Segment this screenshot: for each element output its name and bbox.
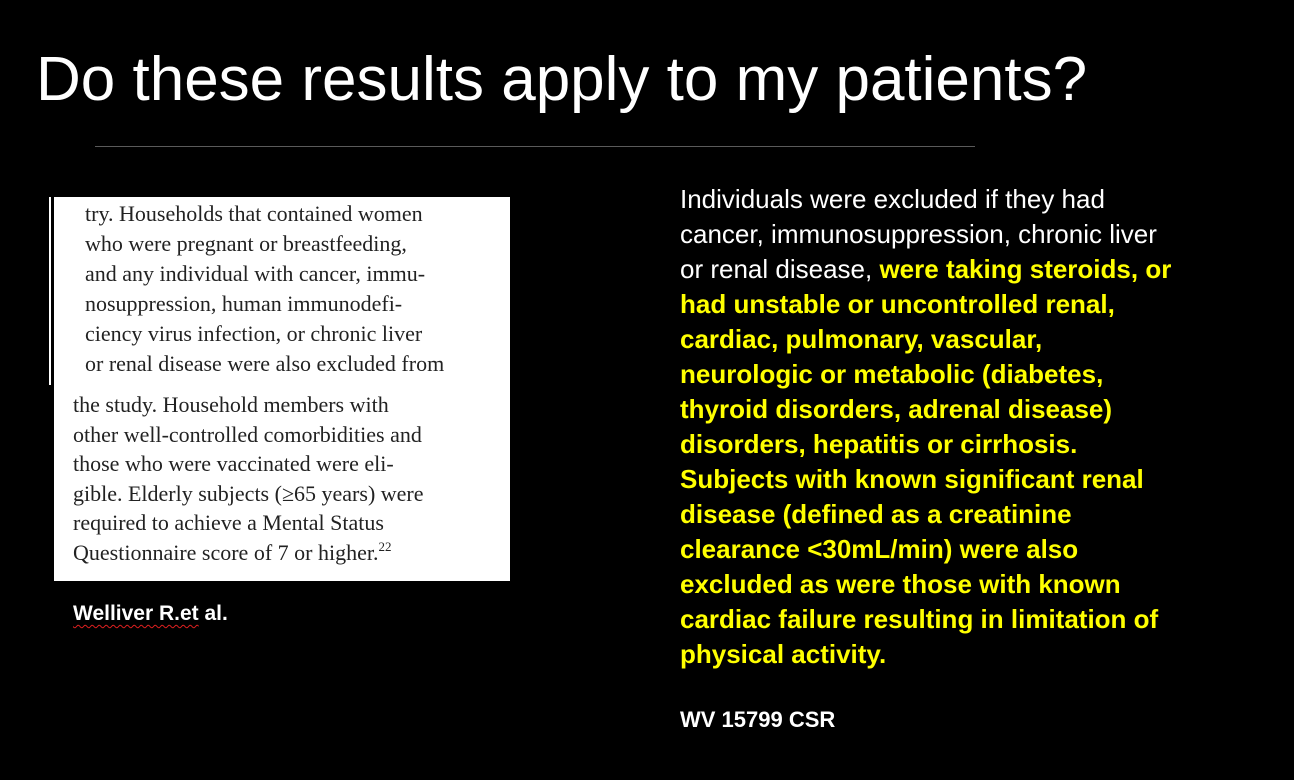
criteria-line: Individuals were excluded if they had bbox=[680, 184, 1105, 214]
excerpt-line: those who were vaccinated were eli- bbox=[73, 451, 394, 476]
highlighted-criteria-line: cardiac, pulmonary, vascular, bbox=[680, 324, 1043, 354]
criteria-line: cancer, immunosuppression, chronic liver bbox=[680, 219, 1157, 249]
highlighted-criteria-line: disease (defined as a creatinine bbox=[680, 499, 1072, 529]
citation bbox=[73, 602, 228, 626]
excerpt-line: nosuppression, human immunodefi- bbox=[85, 291, 403, 316]
excerpt-edge-line bbox=[49, 197, 51, 385]
highlighted-criteria-line: thyroid disorders, adrenal disease) bbox=[680, 394, 1113, 424]
excerpt-line: or renal disease were also excluded from bbox=[85, 351, 445, 376]
criteria-plain-text: or renal disease, bbox=[680, 254, 880, 284]
citation-author: Welliver R.et bbox=[73, 602, 199, 625]
source-reference: WV 15799 CSR bbox=[680, 707, 836, 732]
paper-excerpt bbox=[54, 197, 510, 581]
highlighted-criteria-line: had unstable or uncontrolled renal, bbox=[680, 289, 1115, 319]
excerpt-last-text: Questionnaire score of 7 or higher. bbox=[73, 540, 379, 565]
citation-suffix: al. bbox=[198, 602, 228, 625]
highlighted-criteria-line: neurologic or metabolic (diabetes, bbox=[680, 359, 1104, 389]
criteria-line-mixed bbox=[680, 252, 1280, 287]
excerpt-line: try. Households that contained women bbox=[85, 201, 423, 226]
excerpt-line: and any individual with cancer, immu- bbox=[85, 261, 426, 286]
highlighted-criteria-line: physical activity. bbox=[680, 639, 887, 669]
slide-title: Do these results apply to my patients? bbox=[36, 45, 1088, 114]
highlighted-criteria-line: Subjects with known significant renal bbox=[680, 464, 1144, 494]
excerpt-line: who were pregnant or breastfeeding, bbox=[85, 231, 407, 256]
highlighted-criteria-line: clearance <30mL/min) were also bbox=[680, 534, 1079, 564]
footnote-reference: 22 bbox=[378, 539, 392, 554]
highlighted-criteria-line: cardiac failure resulting in limitation of bbox=[680, 604, 1159, 634]
title-divider bbox=[95, 146, 975, 147]
highlighted-criteria-line: disorders, hepatitis or cirrhosis. bbox=[680, 429, 1078, 459]
excerpt-line: gible. Elderly subjects (≥65 years) were bbox=[73, 481, 424, 506]
excerpt-line: ciency virus infection, or chronic liver bbox=[85, 321, 423, 346]
exclusion-criteria-text bbox=[680, 182, 1280, 672]
excerpt-line: required to achieve a Mental Status bbox=[73, 510, 384, 535]
excerpt-line-last bbox=[73, 538, 391, 568]
excerpt-line: the study. Household members with bbox=[73, 392, 389, 417]
criteria-highlight-text: were taking steroids, or bbox=[879, 254, 1172, 284]
excerpt-line: other well-controlled comorbidities and bbox=[73, 422, 422, 447]
highlighted-criteria-line: excluded as were those with known bbox=[680, 569, 1121, 599]
